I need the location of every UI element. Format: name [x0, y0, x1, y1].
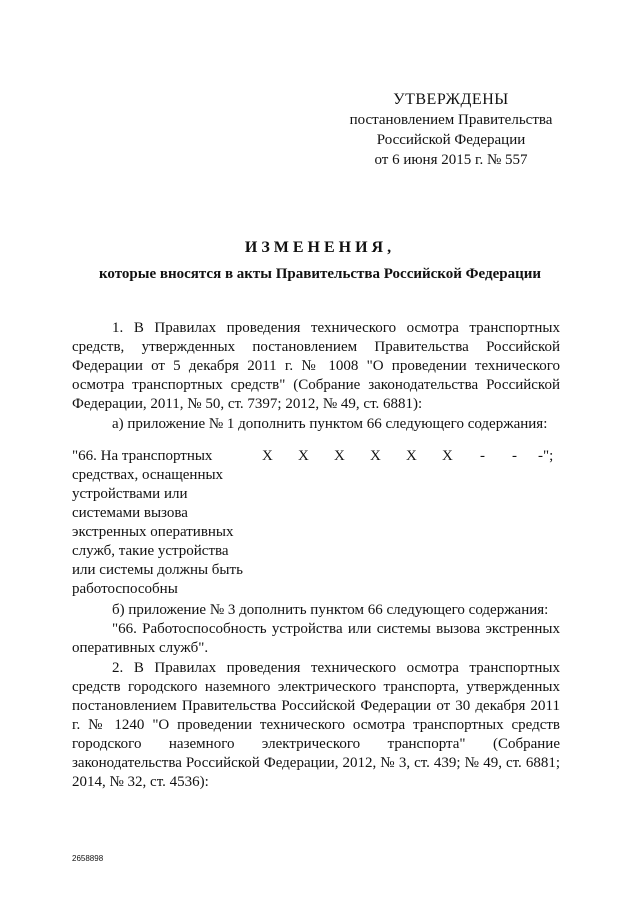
table-cell: Х	[262, 448, 273, 464]
table-cell: -	[480, 448, 485, 464]
section-1-paragraph	[72, 319, 560, 414]
section-2-text: 2. В Правилах проведения технического осмотра транспортных средств городского наземного электрического транспорта, утвержденных постановлением Правительства Российской Федерации от 30 декабря 2011 г. № 1240 "О проведении технического осмотра транспортных средств городского наземного электрического транспорта" (Собрание законодательства Российской Федерации, 2012, № 3, ст. 439; № 49, ст. 6881; 2014, № 32, ст. 4536):	[72, 660, 560, 790]
approved-label: УТВЕРЖДЕНЫ	[393, 91, 509, 108]
table-cell: Х	[442, 448, 453, 464]
table-cell: -";	[538, 448, 554, 464]
document-subtitle: которые вносятся в акты Правительства Российской Федерации	[98, 266, 542, 282]
document-number: 2658898	[72, 854, 104, 863]
table-cell: Х	[370, 448, 381, 464]
table-cell: -	[512, 448, 517, 464]
table-cell: Х	[406, 448, 417, 464]
section-1-item-b	[72, 601, 560, 620]
table-cell: Х	[334, 448, 345, 464]
item-b-text: б) приложение № 3 дополнить пунктом 66 следующего содержания:	[112, 602, 549, 618]
section-2-paragraph	[72, 659, 560, 792]
document-title: ИЗМЕНЕНИЯ,	[244, 239, 396, 256]
approval-line-3: Российской Федерации	[376, 132, 526, 148]
item-b-quote-text: "66. Работоспособность устройства или системы вызова экстренных оперативных служб".	[72, 621, 560, 656]
table-cell: Х	[298, 448, 309, 464]
approval-stamp	[318, 90, 584, 170]
approval-line-4: от 6 июня 2015 г. № 557	[374, 152, 528, 168]
approval-line-2: постановлением Правительства	[349, 112, 553, 128]
section-1-item-b-quote	[72, 620, 560, 658]
table-row-description: "66. На транспортных средствах, оснащенных устройствами или системами вызова экстренных оперативных служб, такие устройства или системы должны быть работоспособны	[72, 448, 243, 597]
item-a-text: а) приложение № 1 дополнить пунктом 66 следующего содержания:	[112, 416, 548, 432]
section-1-item-a	[72, 415, 560, 434]
section-1-text: 1. В Правилах проведения технического осмотра транспортных средств, утвержденных постановлением Правительства Российской Федерации от 5 декабря 2011 г. № 1008 "О проведении технического осмотра транспортных средств" (Собрание законодательства Российской Федерации, 2011, № 50, ст. 7397; 2012, № 49, ст. 6881):	[72, 320, 560, 412]
